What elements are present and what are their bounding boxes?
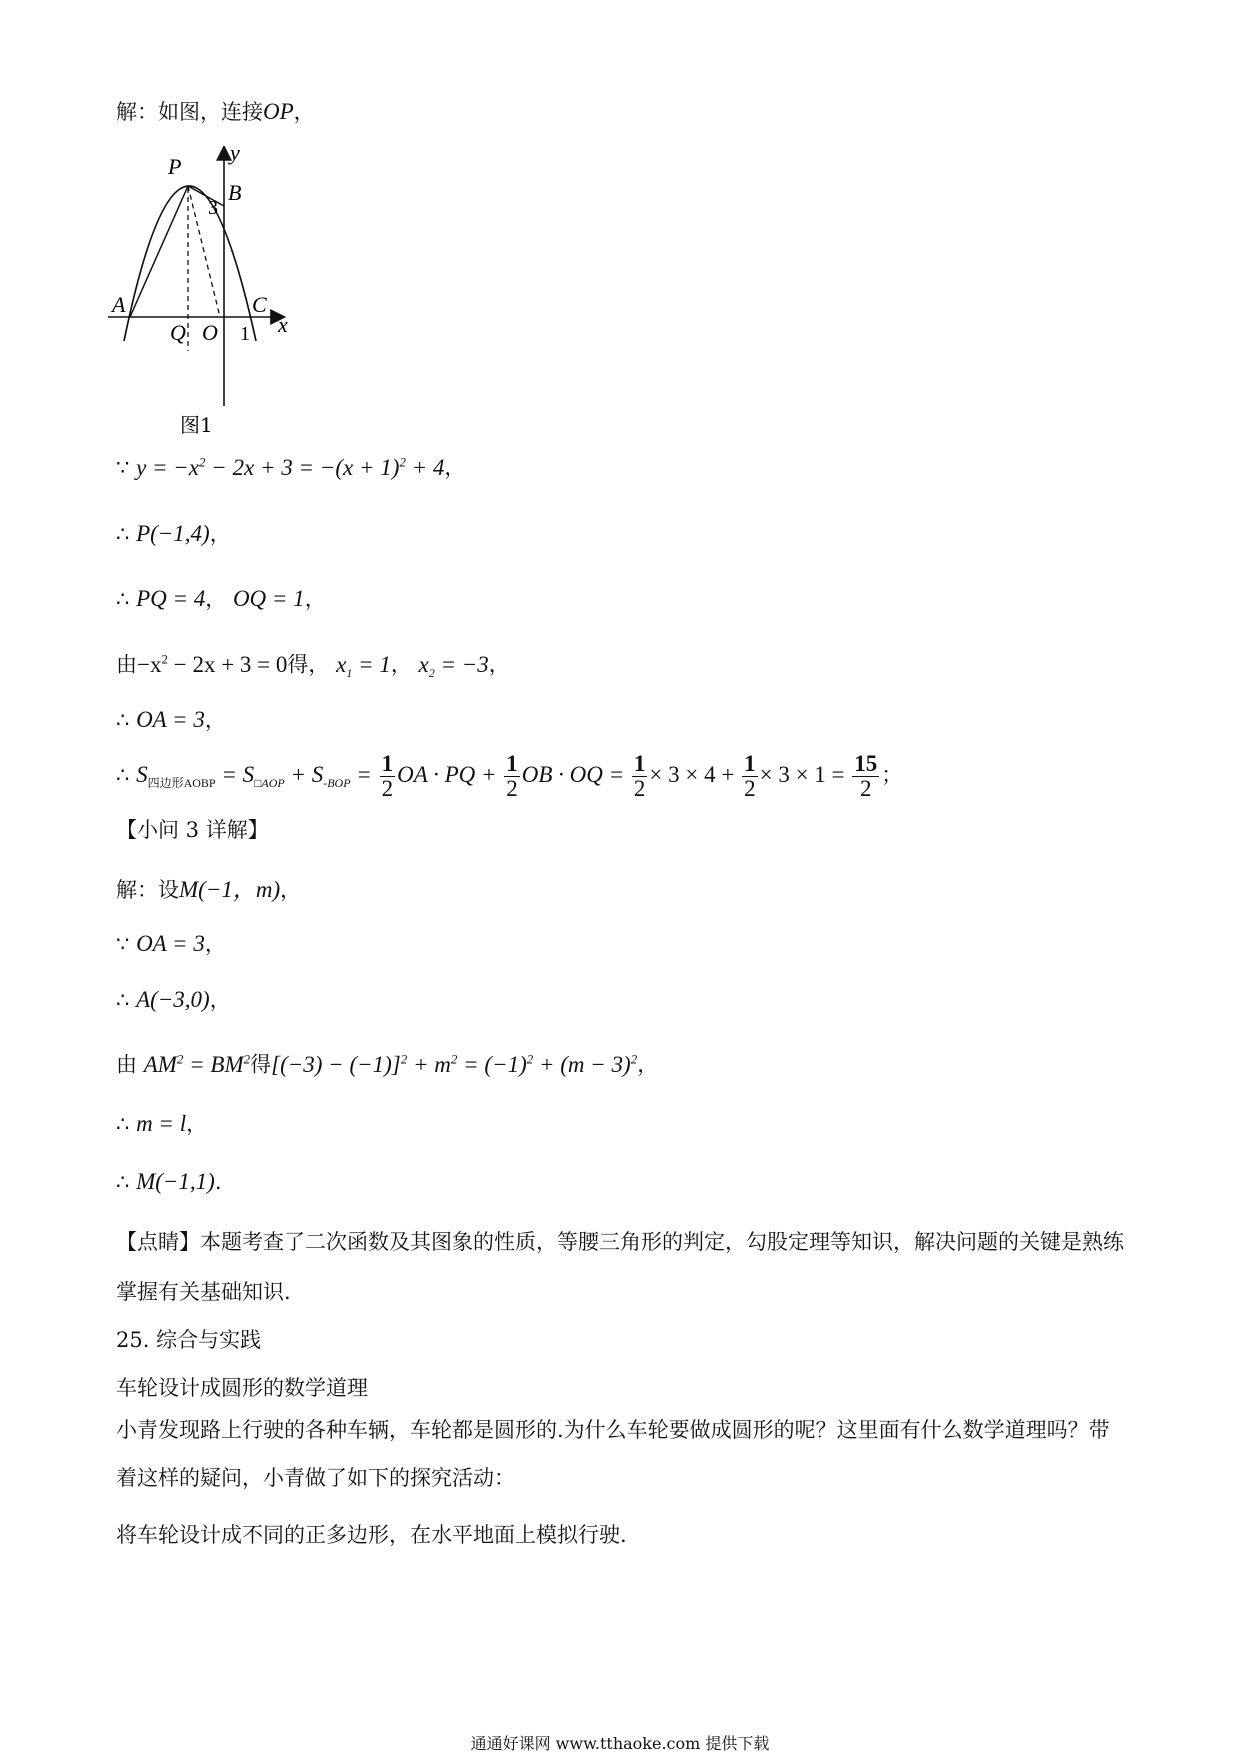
q3-m-val: (−1，m) xyxy=(198,877,281,902)
num: 15 xyxy=(854,751,878,776)
therefore-symbol: ∴ xyxy=(116,1112,130,1136)
label-a: A xyxy=(112,292,126,317)
problem-25-number: 25. 综合与实践 xyxy=(116,1328,262,1352)
step-4-x1 xyxy=(336,651,391,680)
term-1: OA · PQ + xyxy=(397,761,503,787)
step-3-a: PQ = 4 xyxy=(136,586,206,611)
den: 2 xyxy=(633,776,646,802)
intro-end: ， xyxy=(293,100,315,124)
q3-step-5-expr: m = l xyxy=(136,1111,187,1136)
step-5 xyxy=(116,708,226,731)
step-6-area xyxy=(116,752,902,801)
step-5-end: ， xyxy=(204,708,226,732)
den: 2 xyxy=(381,776,394,802)
eq2: = xyxy=(350,761,378,787)
expr-d: + m xyxy=(407,1051,451,1077)
x2-var: x xyxy=(418,651,429,677)
fraction-result xyxy=(852,752,879,801)
q3-step-2-expr: OA = 3 xyxy=(136,931,205,956)
den: 2 xyxy=(506,776,518,802)
q3-step-4-lead: 由 xyxy=(116,1052,137,1077)
q3-step-1-end: ， xyxy=(280,878,302,902)
page-footer: 通通好课网 www.tthaoke.com 提供下载 xyxy=(470,1734,770,1753)
label-one: 1 xyxy=(240,323,250,345)
den: 2 xyxy=(860,776,872,802)
q3-step-4-end: ， xyxy=(637,1052,659,1077)
step-4-a: −x xyxy=(137,651,162,677)
q3-step-3 xyxy=(116,988,231,1011)
q3-step-5 xyxy=(116,1112,207,1135)
label-o: O xyxy=(202,320,218,345)
step-1-c: (x + 1) xyxy=(335,454,400,480)
q3-step-3-end: ， xyxy=(209,988,231,1012)
q3-step-6-expr: M(−1,1) xyxy=(136,1169,215,1194)
area-s3: S xyxy=(311,761,324,787)
label-b: B xyxy=(228,180,242,205)
step-1-d: + 4 xyxy=(405,454,445,480)
num: 1 xyxy=(381,751,394,776)
term-2: OB · OQ = xyxy=(521,761,630,787)
q3-step-5-end: ， xyxy=(186,1112,208,1136)
fraction-half-1 xyxy=(380,752,396,801)
step-2 xyxy=(116,522,231,545)
problem-25-last: 将车轮设计成不同的正多边形，在水平地面上模拟行驶. xyxy=(116,1523,627,1547)
q3-lead: 解：设 xyxy=(116,878,179,902)
q3-step-2 xyxy=(116,932,226,955)
step-2-end: ， xyxy=(209,522,231,546)
fraction-half-4 xyxy=(742,752,758,801)
num: 1 xyxy=(744,751,756,776)
x1-val: = 1 xyxy=(352,651,391,677)
therefore-symbol: ∴ xyxy=(116,988,130,1012)
step-4: 由$-x^2 - 2x + 3 = 0$得， $x_1 = 1$， $x_2 = -3$， xyxy=(116,651,510,680)
x2-val: = −3 xyxy=(434,651,489,677)
q3-m: M xyxy=(179,877,199,902)
q3-step-4-eq: $AM^2 = BM^2$ xyxy=(143,1051,251,1077)
label-c: C xyxy=(252,292,267,317)
q3-step-4-expr: $[(-3) - (-1)]^2 + m^2 = (-1)^2 + (m - 3)^2$ xyxy=(271,1051,638,1077)
label-three: 3 xyxy=(208,197,218,219)
label-q: Q xyxy=(170,320,186,345)
because-symbol: ∵ xyxy=(116,455,130,480)
label-x: x xyxy=(278,312,288,337)
step-1 xyxy=(116,455,465,479)
step-3-b: OQ = 1 xyxy=(232,586,305,611)
q3-step-6-end: . xyxy=(214,1170,222,1194)
step-2-expr: P(−1,4) xyxy=(136,521,210,546)
step-3: ∴ PQ = 4， OQ = 1， xyxy=(116,586,326,611)
q3-step-4 xyxy=(116,1052,658,1076)
step-4-eq: $-x^2 - 2x + 3 = 0$ xyxy=(137,651,288,677)
label-p: P xyxy=(168,154,182,179)
area-expression xyxy=(136,751,881,802)
therefore-symbol: ∴ xyxy=(116,762,130,787)
am: AM xyxy=(143,1051,177,1077)
expr-c: [(−3) − (−1)] xyxy=(271,1051,401,1077)
expr-f: + (m − 3) xyxy=(533,1051,631,1077)
area-s2: S xyxy=(242,761,255,787)
figure-caption: 图1 xyxy=(180,413,213,436)
fraction-half-2 xyxy=(504,752,520,801)
therefore-symbol: ∴ xyxy=(116,1170,130,1194)
num: 1 xyxy=(633,751,646,776)
area-s1-sub: 四边形AOBP xyxy=(147,775,216,790)
step-4-end: ， xyxy=(488,652,510,677)
intro-line xyxy=(116,100,315,123)
problem-25-title: 车轮设计成圆形的数学道理 xyxy=(116,1376,368,1400)
bm: = BM xyxy=(183,1051,244,1077)
x2-sub: 2 xyxy=(428,665,435,680)
therefore-symbol: ∴ xyxy=(116,522,130,546)
step-1-end: ， xyxy=(444,455,466,480)
term-4: × 3 × 1 = xyxy=(759,761,851,787)
step-1-b: − 2x + 3 = − xyxy=(205,454,336,480)
step-1-a: y = −x xyxy=(136,454,200,480)
step-6-end: ； xyxy=(881,762,903,787)
step-4-b: − 2x + 3 = 0 xyxy=(167,651,288,677)
q3-heading: 【小问 3 详解】 xyxy=(116,818,269,842)
because-symbol: ∵ xyxy=(116,932,130,956)
comment-paragraph: 【点睛】本题考查了二次函数及其图象的性质，等腰三角形的判定，勾股定理等知识，解决问题的关键是熟练掌握有关基础知识. xyxy=(116,1230,1124,1304)
expr-e: = (−1) xyxy=(457,1051,527,1077)
x1-sub: 1 xyxy=(346,665,353,680)
therefore-symbol: ∴ xyxy=(116,708,130,732)
q3-step-4-mid: 得 xyxy=(250,1052,272,1077)
den: 2 xyxy=(744,776,756,802)
plus: + xyxy=(284,761,312,787)
step-1-expr: $y = -x^2 - 2x + 3 = -(x + 1)^2 + 4$ xyxy=(136,454,445,480)
q3-step-6 xyxy=(116,1170,222,1193)
q3-step-2-end: ， xyxy=(204,932,226,956)
fraction-half-3 xyxy=(632,752,648,801)
area-s2-sub: □AOP xyxy=(254,775,285,790)
step-3-end: ， xyxy=(304,587,326,611)
num: 1 xyxy=(506,751,518,776)
area-s1: S xyxy=(136,761,148,787)
line-pb xyxy=(188,186,224,206)
parabola-figure xyxy=(108,146,338,436)
step-4-lead: 由 xyxy=(116,652,137,677)
intro-op: OP xyxy=(263,99,294,124)
eq1: = xyxy=(215,761,243,787)
x1-var: x xyxy=(336,651,347,677)
step-4-x2 xyxy=(418,651,489,680)
area-s3-sub: -BOP xyxy=(323,775,351,790)
line-ap xyxy=(130,186,188,317)
problem-25-paragraph: 小青发现路上行驶的各种车辆，车轮都是圆形的.为什么车轮要做成圆形的呢？这里面有什么数学道理吗？带着这样的疑问，小青做了如下的探究活动： xyxy=(116,1418,1110,1490)
q3-step-1 xyxy=(116,878,301,901)
term-3: × 3 × 4 + xyxy=(649,761,741,787)
intro-text: 解：如图，连接 xyxy=(116,100,263,124)
label-y: y xyxy=(230,146,240,165)
step-5-expr: OA = 3 xyxy=(136,707,205,732)
therefore-symbol: ∴ xyxy=(116,587,130,611)
q3-step-3-expr: A(−3,0) xyxy=(136,987,210,1012)
step-4-mid: 得， xyxy=(287,652,330,677)
